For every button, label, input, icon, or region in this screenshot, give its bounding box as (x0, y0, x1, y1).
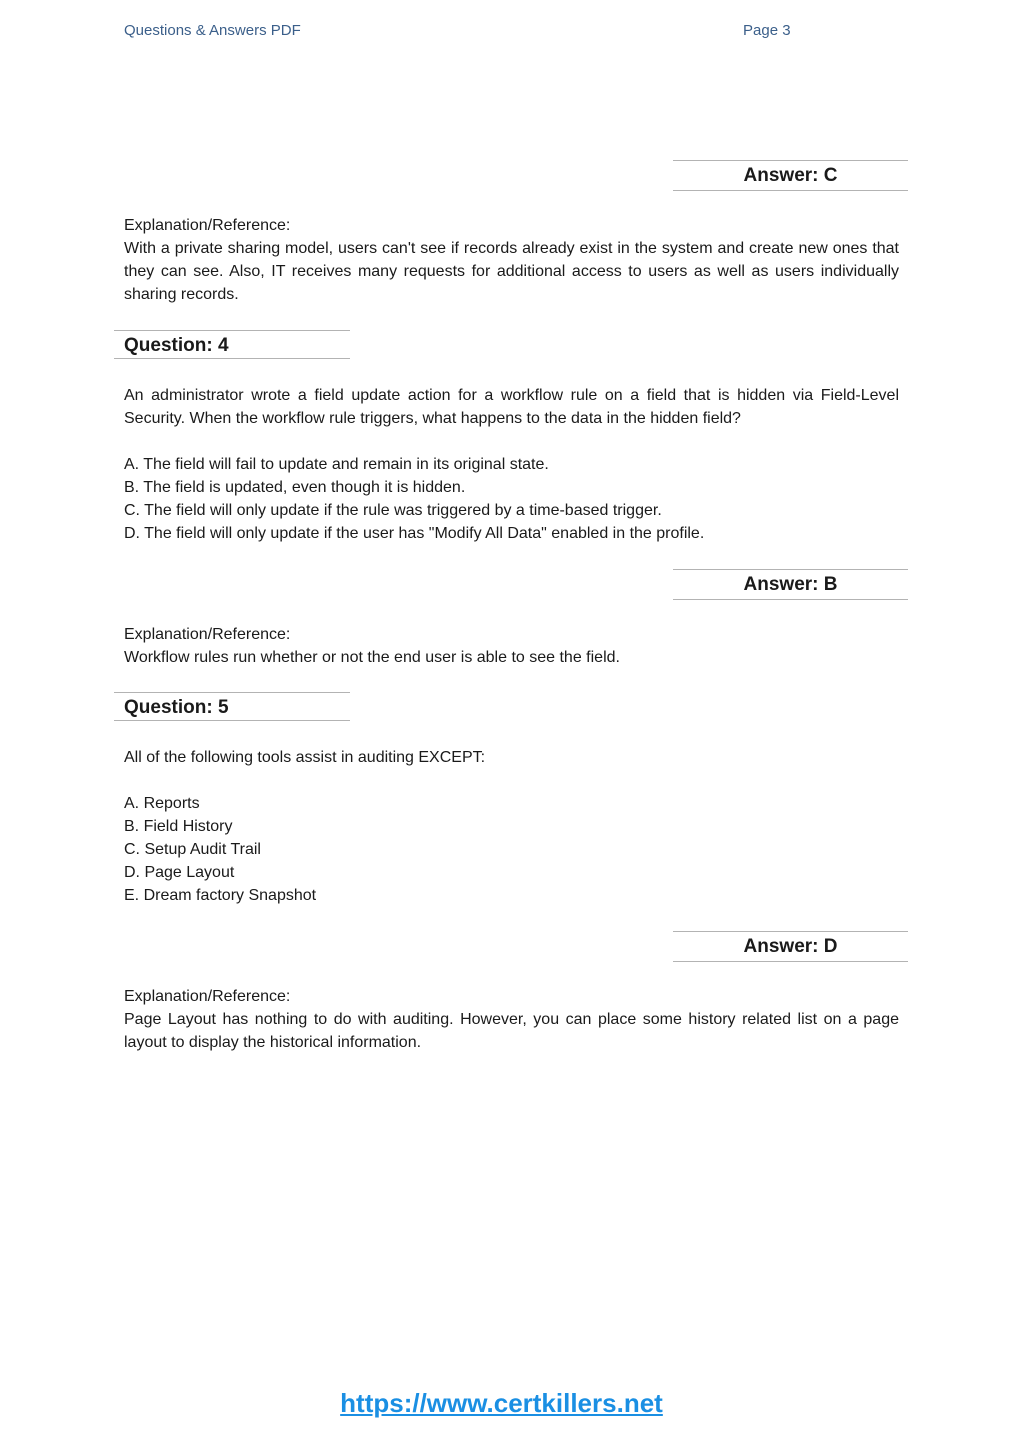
explanation-q5 (124, 985, 899, 1054)
explanation-text: Workflow rules run whether or not the end user is able to see the field. (124, 649, 620, 666)
explanation-label: Explanation/Reference: (124, 217, 291, 234)
question-4-text: An administrator wrote a field update action for a workflow rule on a field that is hidden via Field-Level Security. When the workflow rule triggers, what happens to the data in the hidden field? (124, 387, 899, 427)
explanation-q3 (124, 214, 899, 306)
question-4-title: Question: 4 (114, 330, 350, 359)
footer-link[interactable]: https://www.certkillers.net (340, 1388, 663, 1418)
explanation-label: Explanation/Reference: (124, 626, 291, 643)
footer (0, 1388, 1023, 1419)
explanation-label: Explanation/Reference: (124, 988, 291, 1005)
question-5-options (124, 792, 899, 907)
page-number: Page 3 (743, 22, 791, 39)
option-c: C. The field will only update if the rule was triggered by a time-based trigger. (124, 502, 662, 519)
answer-q5: Answer: D (673, 931, 908, 962)
option-a: A. The field will fail to update and remain in its original state. (124, 456, 549, 473)
option-e: E. Dream factory Snapshot (124, 887, 317, 904)
question-4-options (124, 453, 899, 545)
option-a: A. Reports (124, 795, 200, 812)
answer-q3: Answer: C (673, 160, 908, 191)
option-b: B. The field is updated, even though it is hidden. (124, 479, 466, 496)
question-5-text: All of the following tools assist in auditing EXCEPT: (124, 749, 486, 766)
option-b: B. Field History (124, 818, 233, 835)
explanation-text: With a private sharing model, users can't see if records already exist in the system and create new ones that they can see. Also, IT receives many requests for additional access to users as well as users individually sharing records. (124, 240, 899, 303)
option-c: C. Setup Audit Trail (124, 841, 261, 858)
explanation-text: Page Layout has nothing to do with auditing. However, you can place some history related list on a page layout to display the historical information. (124, 1011, 899, 1051)
header-title: Questions & Answers PDF (124, 22, 301, 39)
answer-q4: Answer: B (673, 569, 908, 600)
question-5-title: Question: 5 (114, 692, 350, 721)
explanation-q4 (124, 623, 899, 669)
option-d: D. The field will only update if the user has "Modify All Data" enabled in the profile. (124, 525, 705, 542)
option-d: D. Page Layout (124, 864, 235, 881)
